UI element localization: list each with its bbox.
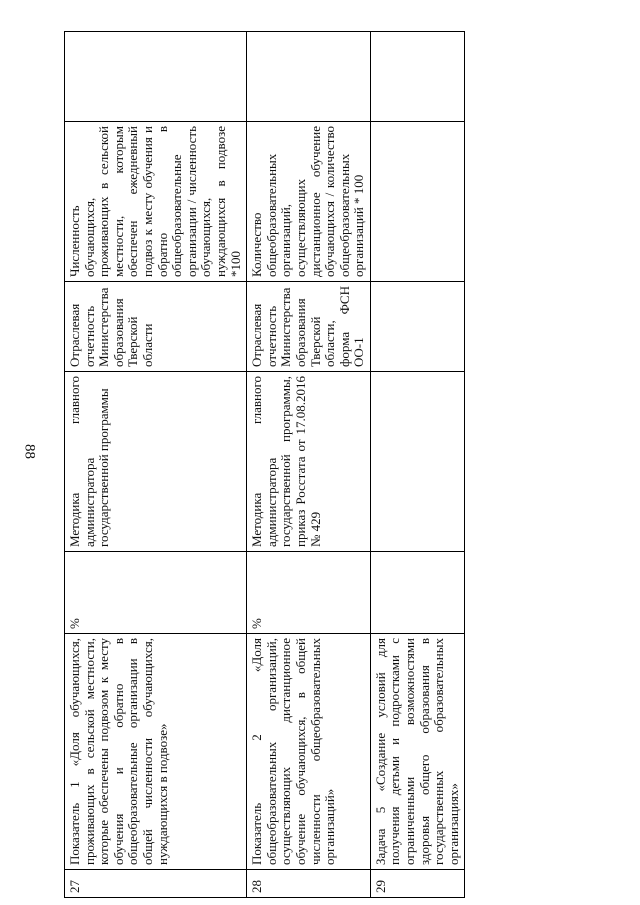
source-cell: Отраслевая отчетность Министерства образования Тверской области bbox=[65, 282, 247, 372]
unit-cell: % bbox=[65, 552, 247, 634]
method-cell bbox=[370, 372, 465, 552]
formula-cell bbox=[370, 122, 465, 282]
indicator-cell: Показатель 2 «Доля общеобразовательных организаций, осуществляющих дистанционное обучение обучающихся, в общей численности общеобразовательных организаций» bbox=[247, 634, 371, 870]
row-number: 27 bbox=[65, 870, 247, 898]
row-number: 29 bbox=[370, 870, 465, 898]
indicator-cell: Показатель 1 «Доля обучающихся, проживающих в сельской местности, которые обеспечены подвозом к месту обучения и обратно в общеобразовательные организации в общей численности обучающихся, нуждающихся в подвозе» bbox=[65, 634, 247, 870]
table-row bbox=[65, 32, 247, 898]
unit-cell: % bbox=[247, 552, 371, 634]
source-cell bbox=[370, 282, 465, 372]
table-row bbox=[370, 32, 465, 898]
task-cell: Задача 5 «Создание условий для получения детьми и подростками с ограниченными возможностями здоровья общего образования в государственных образовательных организациях» bbox=[370, 634, 465, 870]
source-cell: Отраслевая отчетность Министерства образования Тверской области, форма ФСН ОО-1 bbox=[247, 282, 371, 372]
extra-cell bbox=[247, 32, 371, 122]
method-cell: Методика главного администратора государственной программы, приказ Росстата от 17.08.2016 № 429 bbox=[247, 372, 371, 552]
row-number: 28 bbox=[247, 870, 371, 898]
formula-cell: Количество общеобразовательных организаций, осуществляющих дистанционное обучение обучающихся / количество общеобразовательных организаций * 100 bbox=[247, 122, 371, 282]
page-number: 88 bbox=[21, 444, 38, 459]
formula-cell: Численность обучающихся, проживающих в сельской местности, которым обеспечен ежедневный подвоз к месту обучения и обратно в общеобразовательные организации / численность обучающихся, нуждающихся в подвозе *100 bbox=[65, 122, 247, 282]
table-row bbox=[247, 32, 371, 898]
unit-cell bbox=[370, 552, 465, 634]
extra-cell bbox=[370, 32, 465, 122]
table-wrapper bbox=[64, 32, 461, 898]
indicators-table bbox=[64, 31, 465, 898]
extra-cell bbox=[65, 32, 247, 122]
method-cell: Методика главного администратора государственной программы bbox=[65, 372, 247, 552]
